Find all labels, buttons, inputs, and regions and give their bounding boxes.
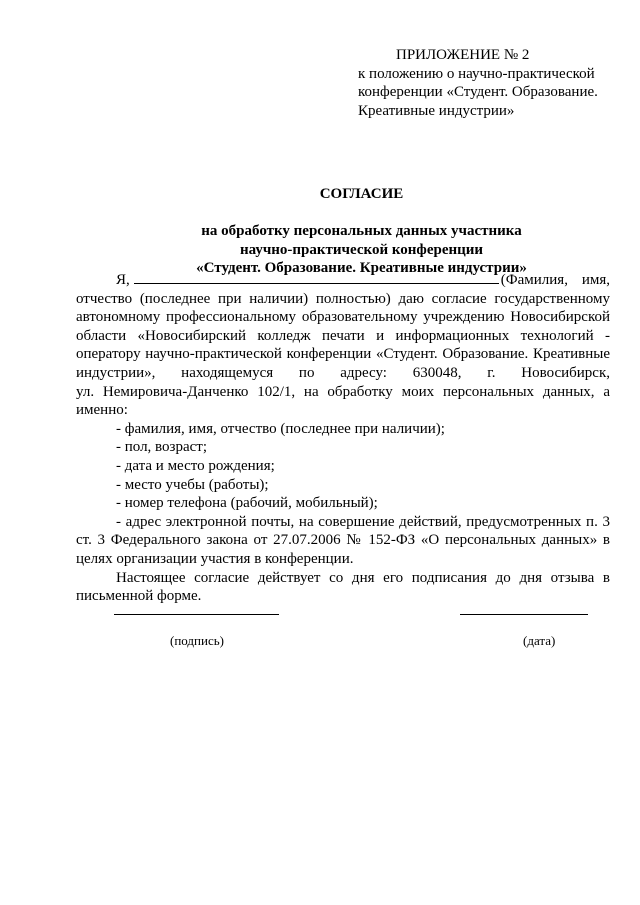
list-item: - дата и место рождения; — [116, 457, 275, 474]
validity-line: письменной форме. — [76, 588, 202, 605]
subtitle-line: научно-практической конференции — [239, 241, 484, 258]
list-item: - место учебы (работы); — [116, 476, 269, 493]
data-list — [116, 420, 610, 513]
consent-body — [76, 269, 610, 606]
paragraph-line: области «Новосибирский колледж печати и информационных технологий - — [76, 327, 610, 344]
list-item: - номер телефона (рабочий, мобильный); — [116, 495, 378, 512]
paragraph-line: ул. Немировича-Данченко 102/1, на обработку моих персональных данных, а — [76, 383, 610, 400]
i-prefix: Я, — [116, 272, 130, 288]
list-item: - пол, возраст; — [116, 439, 208, 456]
fio-blank-line — [134, 269, 499, 284]
appendix-line: Креативные индустрии» — [358, 102, 515, 119]
paragraph-line: оператору научно-практической конференции «Студент. Образование. Креативные — [76, 346, 610, 363]
date-label: (дата) — [523, 633, 556, 648]
list-item: - фамилия, имя, отчество (последнее при наличии); — [116, 420, 445, 437]
email-line: целях организации участия в конференции. — [76, 550, 354, 567]
signature-line[interactable] — [114, 614, 279, 615]
subtitle-line: на обработку персональных данных участника — [201, 223, 522, 239]
paragraph-line: индустрии», находящемуся по адресу: 630048, г. Новосибирск, — [76, 364, 610, 381]
paragraph-line: именно: — [76, 402, 128, 419]
fio-line — [76, 269, 610, 290]
appendix-heading: ПРИЛОЖЕНИЕ № 2 — [396, 47, 530, 63]
fio-hint: (Фамилия, имя, — [500, 272, 610, 288]
validity-line: Настоящее согласие действует со дня его подписания до дня отзыва в — [116, 569, 610, 586]
document-title: СОГЛАСИЕ — [319, 186, 404, 202]
date-line[interactable] — [460, 614, 588, 615]
email-line: - адрес электронной почты, на совершение действий, предусмотренных п. 3 — [116, 513, 610, 530]
appendix-block — [358, 46, 618, 120]
appendix-line: конференции «Студент. Образование. — [358, 84, 598, 101]
paragraph-line: отчество (последнее при наличии) полностью) даю согласие государственному — [76, 290, 610, 307]
email-line: ст. 3 Федерального закона от 27.07.2006 № 152-ФЗ «О персональных данных» в — [76, 532, 610, 549]
subtitle-line: «Студент. Образование. Креативные индустрии» — [196, 260, 527, 277]
paragraph-line: автономному профессиональному образовательному учреждению Новосибирской — [76, 309, 610, 326]
signature-label: (подпись) — [170, 633, 224, 648]
appendix-line: к положению о научно-практической — [358, 65, 595, 82]
